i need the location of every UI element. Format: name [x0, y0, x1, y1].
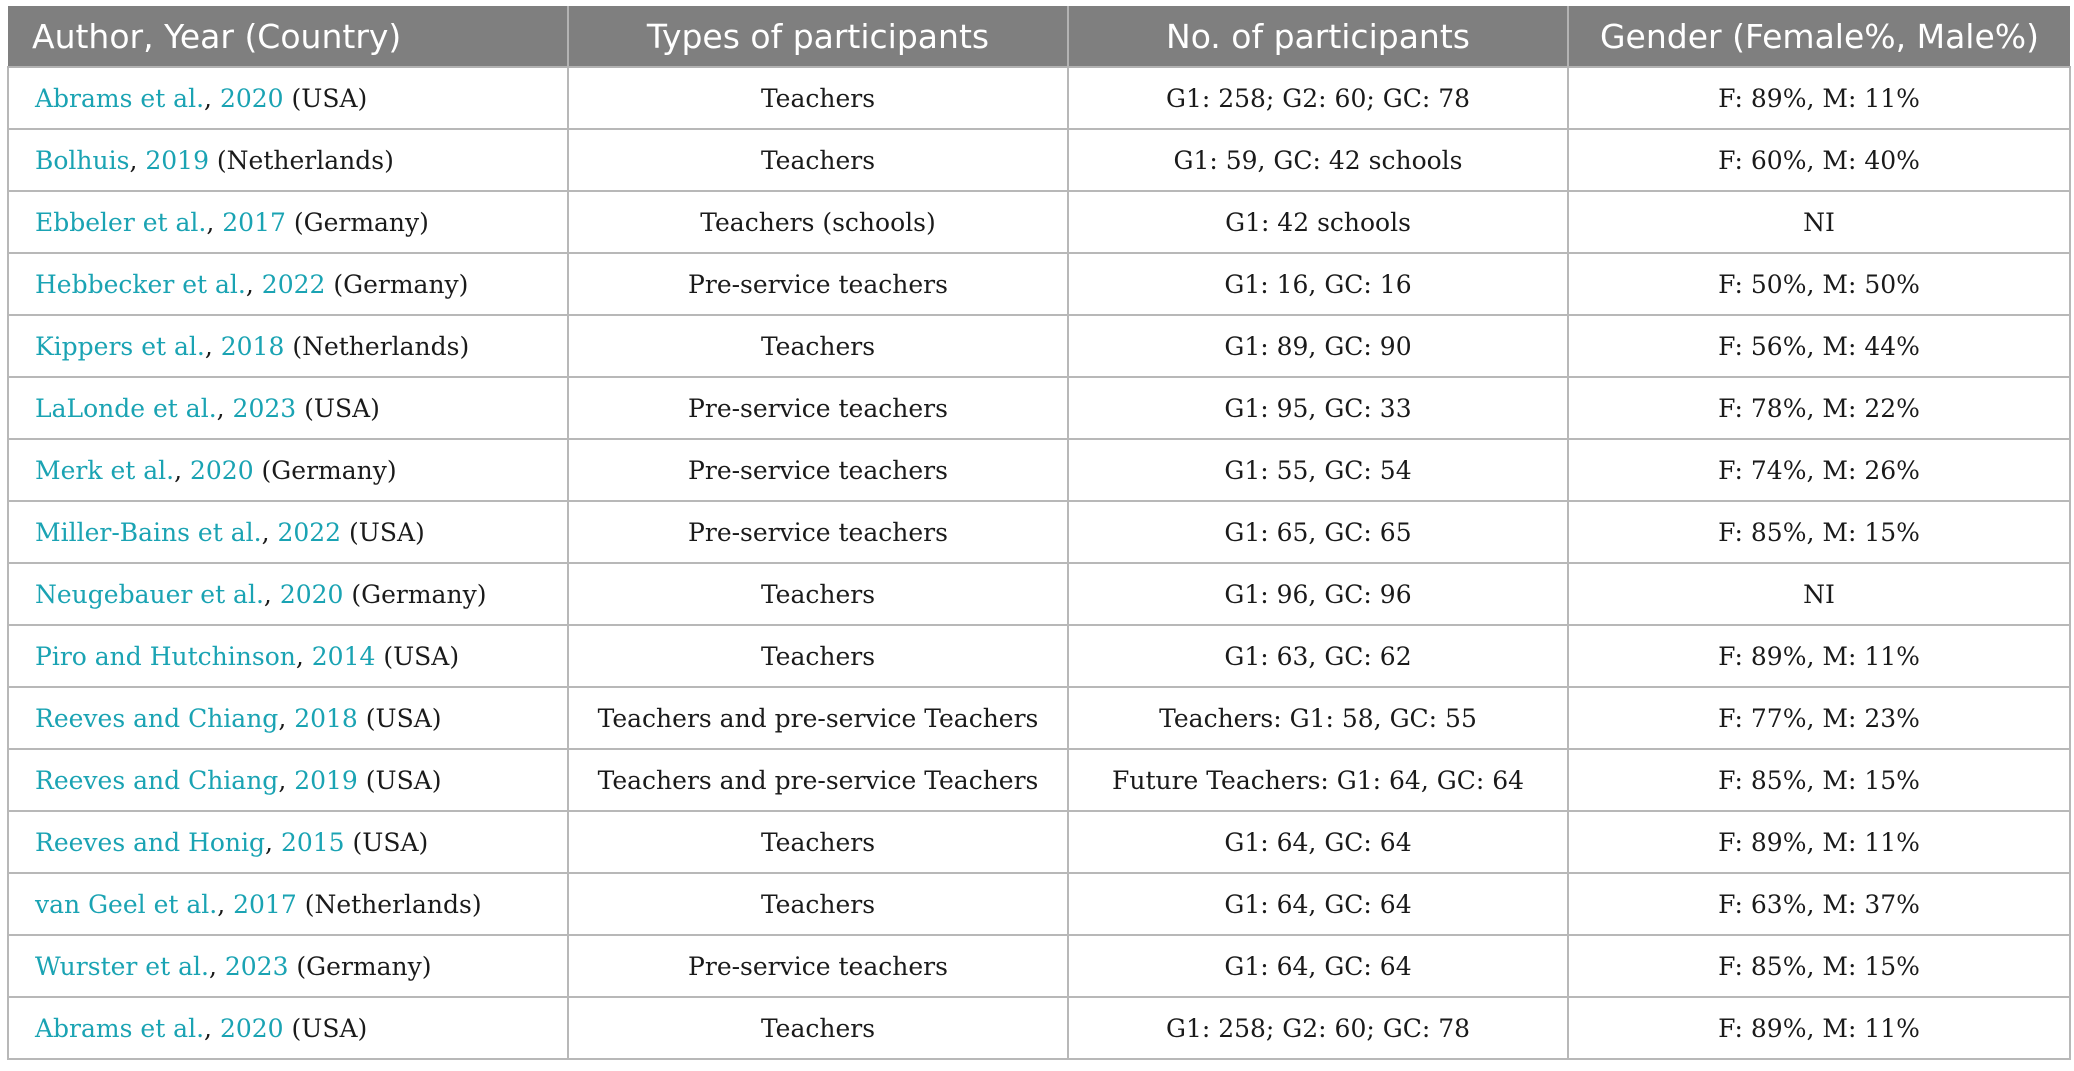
studies-table [7, 6, 2071, 1060]
participant-count-cell: Future Teachers: G1: 64, GC: 64 [1068, 749, 1568, 811]
year-link[interactable]: 2019 [294, 765, 358, 795]
author-year-separator: , [217, 889, 234, 919]
studies-table-container [7, 6, 2069, 1060]
table-row [8, 625, 2070, 687]
author-year-country-cell [8, 873, 568, 935]
author-year-country-cell [8, 935, 568, 997]
table-row [8, 687, 2070, 749]
year-link[interactable]: 2020 [189, 455, 254, 485]
year-link[interactable]: 2018 [294, 703, 358, 733]
author-year-country-cell [8, 749, 568, 811]
participant-type-cell: Pre-service teachers [568, 501, 1068, 563]
author-link[interactable]: Reeves and Chiang [35, 765, 279, 795]
country-label: (USA) [283, 83, 368, 113]
author-link[interactable]: van Geel et al. [35, 889, 218, 919]
author-link[interactable]: Miller-Bains et al. [35, 517, 262, 547]
participant-type-cell: Teachers [568, 997, 1068, 1059]
year-link[interactable]: 2022 [277, 517, 342, 547]
author-year-country-cell [8, 315, 568, 377]
country-label: (Germany) [288, 951, 432, 981]
participant-count-cell: G1: 59, GC: 42 schools [1068, 129, 1568, 191]
author-year-country-cell [8, 191, 568, 253]
participant-type-cell: Teachers [568, 315, 1068, 377]
participant-count-cell: G1: 65, GC: 65 [1068, 501, 1568, 563]
table-row [8, 67, 2070, 129]
year-link[interactable]: 2015 [280, 827, 345, 857]
country-label: (Germany) [325, 269, 469, 299]
gender-cell: F: 89%, M: 11% [1568, 67, 2070, 129]
author-link[interactable]: Piro and Hutchinson [35, 641, 296, 671]
participant-count-cell: G1: 89, GC: 90 [1068, 315, 1568, 377]
table-row [8, 315, 2070, 377]
gender-cell: F: 60%, M: 40% [1568, 129, 2070, 191]
participant-count-cell: G1: 96, GC: 96 [1068, 563, 1568, 625]
table-row [8, 873, 2070, 935]
table-row [8, 563, 2070, 625]
country-label: (Netherlands) [208, 145, 394, 175]
author-year-country-cell [8, 253, 568, 315]
author-year-country-cell [8, 997, 568, 1059]
author-year-separator: , [204, 1013, 220, 1043]
year-link[interactable]: 2017 [222, 207, 286, 237]
author-year-country-cell [8, 439, 568, 501]
author-link[interactable]: Abrams et al. [35, 83, 205, 113]
country-label: (USA) [344, 827, 429, 857]
table-row [8, 253, 2070, 315]
country-label: (Germany) [343, 579, 487, 609]
country-label: (Germany) [285, 207, 429, 237]
gender-cell: NI [1568, 191, 2070, 253]
gender-cell: F: 85%, M: 15% [1568, 935, 2070, 997]
participant-type-cell: Teachers and pre-service Teachers [568, 687, 1068, 749]
participant-type-cell: Teachers [568, 811, 1068, 873]
table-row [8, 129, 2070, 191]
author-year-country-cell [8, 501, 568, 563]
table-header [8, 6, 2070, 67]
country-label: (USA) [375, 641, 460, 671]
gender-cell: F: 85%, M: 15% [1568, 501, 2070, 563]
gender-cell: F: 78%, M: 22% [1568, 377, 2070, 439]
author-year-separator: , [278, 703, 295, 733]
participant-count-cell: G1: 64, GC: 64 [1068, 873, 1568, 935]
author-year-separator: , [216, 393, 233, 423]
participant-count-cell: G1: 95, GC: 33 [1068, 377, 1568, 439]
author-link[interactable]: Wurster et al. [35, 951, 209, 981]
gender-cell: F: 85%, M: 15% [1568, 749, 2070, 811]
author-year-separator: , [208, 951, 225, 981]
author-year-country-cell [8, 67, 568, 129]
author-year-separator: , [295, 641, 312, 671]
author-year-country-cell [8, 811, 568, 873]
country-label: (USA) [341, 517, 425, 547]
year-link[interactable]: 2020 [219, 1013, 284, 1043]
author-link[interactable]: LaLonde et al. [35, 393, 217, 423]
author-year-country-cell [8, 563, 568, 625]
author-link[interactable]: Hebbecker et al. [35, 269, 246, 299]
year-link[interactable]: 2018 [220, 331, 285, 361]
participant-type-cell: Teachers [568, 873, 1068, 935]
author-year-separator: , [204, 83, 220, 113]
author-year-country-cell [8, 625, 568, 687]
participant-count-cell: G1: 258; G2: 60; GC: 78 [1068, 997, 1568, 1059]
participant-type-cell: Pre-service teachers [568, 439, 1068, 501]
gender-cell: F: 74%, M: 26% [1568, 439, 2070, 501]
author-year-separator: , [245, 269, 262, 299]
gender-cell: F: 56%, M: 44% [1568, 315, 2070, 377]
table-body [8, 67, 2070, 1059]
author-link[interactable]: Neugebauer et al. [35, 579, 264, 609]
author-year-separator: , [129, 145, 146, 175]
author-link[interactable]: Ebbeler et al. [35, 207, 207, 237]
table-row [8, 191, 2070, 253]
participant-type-cell: Pre-service teachers [568, 253, 1068, 315]
table-row [8, 997, 2070, 1059]
table-row [8, 439, 2070, 501]
country-label: (Germany) [253, 455, 397, 485]
author-year-separator: , [278, 765, 295, 795]
author-year-country-cell [8, 687, 568, 749]
author-link[interactable]: Merk et al. [35, 455, 175, 485]
header-types-of-participants: Types of participants [568, 6, 1068, 67]
header-gender: Gender (Female%, Male%) [1568, 6, 2070, 67]
participant-type-cell: Teachers [568, 625, 1068, 687]
participant-type-cell: Teachers [568, 67, 1068, 129]
participant-count-cell: G1: 258; G2: 60; GC: 78 [1068, 67, 1568, 129]
header-author-year-country: Author, Year (Country) [8, 6, 568, 67]
gender-cell: F: 63%, M: 37% [1568, 873, 2070, 935]
author-year-separator: , [206, 207, 223, 237]
author-year-separator: , [261, 517, 278, 547]
table-row [8, 377, 2070, 439]
country-label: (Netherlands) [296, 889, 482, 919]
participant-count-cell: G1: 64, GC: 64 [1068, 935, 1568, 997]
table-row [8, 501, 2070, 563]
author-link[interactable]: Abrams et al. [35, 1013, 205, 1043]
header-no-of-participants: No. of participants [1068, 6, 1568, 67]
year-link[interactable]: 2023 [232, 393, 297, 423]
year-link[interactable]: 2019 [145, 145, 209, 175]
table-row [8, 811, 2070, 873]
gender-cell: NI [1568, 563, 2070, 625]
author-year-country-cell [8, 377, 568, 439]
country-label: (USA) [283, 1013, 368, 1043]
author-link[interactable]: Kippers et al. [35, 331, 205, 361]
country-label: (USA) [296, 393, 380, 423]
participant-type-cell: Teachers [568, 129, 1068, 191]
gender-cell: F: 50%, M: 50% [1568, 253, 2070, 315]
participant-type-cell: Teachers (schools) [568, 191, 1068, 253]
country-label: (USA) [357, 703, 442, 733]
participant-count-cell: G1: 42 schools [1068, 191, 1568, 253]
author-link[interactable]: Bolhuis [35, 145, 130, 175]
year-link[interactable]: 2014 [311, 641, 376, 671]
table-row [8, 749, 2070, 811]
author-year-separator: , [204, 331, 221, 361]
author-link[interactable]: Reeves and Chiang [35, 703, 279, 733]
author-year-country-cell [8, 129, 568, 191]
year-link[interactable]: 2017 [233, 889, 297, 919]
country-label: (USA) [357, 765, 442, 795]
gender-cell: F: 77%, M: 23% [1568, 687, 2070, 749]
table-row [8, 935, 2070, 997]
participant-type-cell: Teachers and pre-service Teachers [568, 749, 1068, 811]
country-label: (Netherlands) [284, 331, 470, 361]
gender-cell: F: 89%, M: 11% [1568, 811, 2070, 873]
year-link[interactable]: 2020 [219, 83, 284, 113]
participant-type-cell: Pre-service teachers [568, 935, 1068, 997]
participant-count-cell: G1: 63, GC: 62 [1068, 625, 1568, 687]
participant-type-cell: Teachers [568, 563, 1068, 625]
year-link[interactable]: 2023 [224, 951, 289, 981]
year-link[interactable]: 2022 [261, 269, 326, 299]
participant-count-cell: G1: 16, GC: 16 [1068, 253, 1568, 315]
year-link[interactable]: 2020 [279, 579, 344, 609]
author-link[interactable]: Reeves and Honig [35, 827, 266, 857]
participant-count-cell: Teachers: G1: 58, GC: 55 [1068, 687, 1568, 749]
participant-type-cell: Pre-service teachers [568, 377, 1068, 439]
author-year-separator: , [174, 455, 190, 485]
gender-cell: F: 89%, M: 11% [1568, 997, 2070, 1059]
author-year-separator: , [265, 827, 281, 857]
gender-cell: F: 89%, M: 11% [1568, 625, 2070, 687]
header-row [8, 6, 2070, 67]
author-year-separator: , [263, 579, 280, 609]
participant-count-cell: G1: 64, GC: 64 [1068, 811, 1568, 873]
participant-count-cell: G1: 55, GC: 54 [1068, 439, 1568, 501]
